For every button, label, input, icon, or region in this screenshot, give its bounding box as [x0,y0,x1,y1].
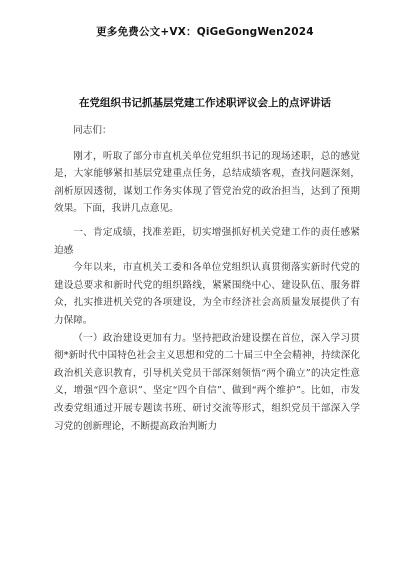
paragraph-overview: 今年以来，市直机关工委和各单位党组织认真贯彻落实新时代党的建设总要求和新时代党的组织路线，紧紧围绕中心、建设队伍、服务群众，扎实推进机关党的各项建设，为全市经济社会高质量发展提供了有力保障。 [54,262,360,326]
document-title: 在党组织书记抓基层党建工作述职评议会上的点评讲话 [79,97,331,109]
section-heading-1: 一、肯定成绩，找准差距，切实增强抓好机关党建工作的责任感紧迫感 [54,226,360,256]
salutation: 同志们： [73,125,112,136]
paragraph-intro: 刚才，听取了部分市直机关单位党组织书记的现场述职，总的感觉是，大家能够紧扣基层党建重点任务，总结成绩客观，查找问题深刻，剖析原因透彻，谋划工作务实体现了管党治党的政治担当，达到了预期效果。下面，我讲几点意见。 [54,150,360,215]
paragraph-political-construction: （一）政治建设更加有力。坚持把政治建设摆在首位，深入学习贯彻*新时代中国特色社会主义思想和党的二十届三中全会精神，持续深化政治机关意识教育，引导机关党员干部深刻领悟“两个确立”的决定性意义，增强“四个意识”、坚定“四个自信”、做到“两个维护”。比如，市发改委党组通过开展专题读书班、研讨交流等形式，组织党员干部深入学习党的创新理论，不断提高政治判断力 [54,332,360,432]
watermark-text: 更多免费公文+VX：QiGeGongWen2024 [96,26,314,38]
document-body [54,122,360,435]
